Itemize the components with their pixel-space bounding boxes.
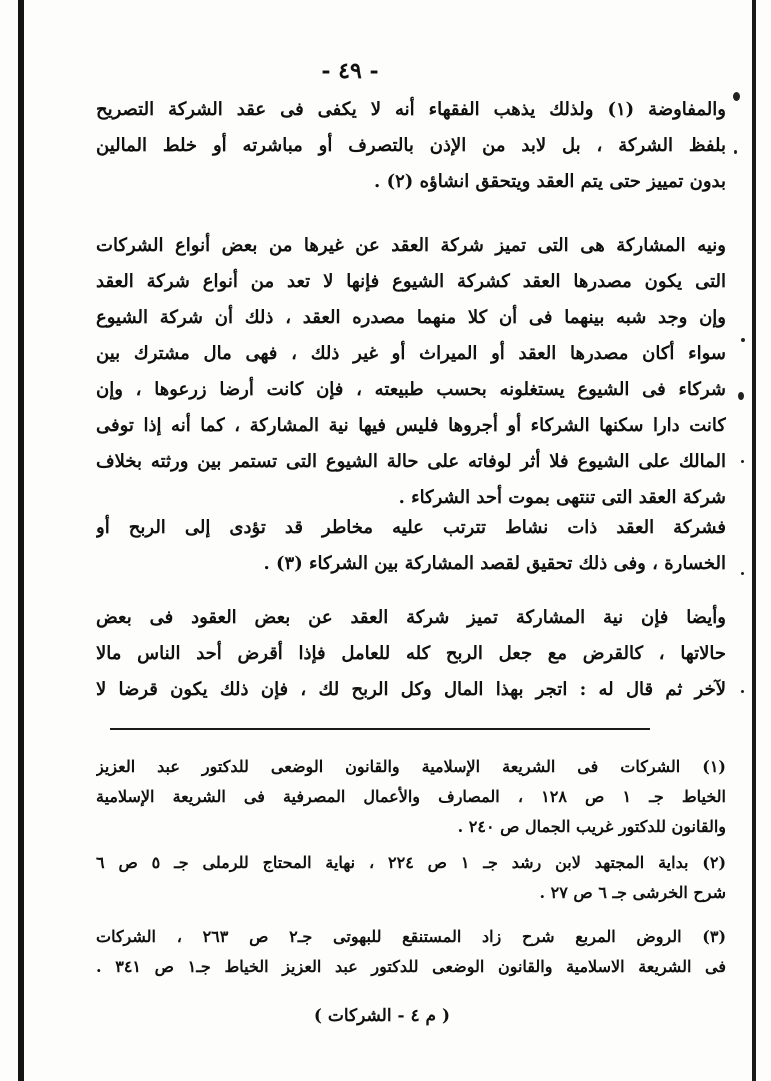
scan-left-margin: [18, 0, 24, 1081]
footnote-line: شرح الخرشى جـ ٦ ص ٢٧ .: [539, 883, 726, 902]
paragraph-1: [96, 92, 726, 200]
paragraph-2: [96, 228, 726, 516]
text-line: الخسارة ، وفى ذلك تحقيق لقصد المشاركة بين الشركاء (٣) .: [263, 553, 726, 574]
scan-speck: [741, 460, 744, 463]
footnote-1: [96, 752, 726, 842]
text-line: ونيه المشاركة هى التى تميز شركة العقد عن غيرها من بعض أنواع الشركات: [96, 235, 726, 256]
footnote-line: الخياط جـ ١ ص ١٢٨ ، المصارف والأعمال المصرفية فى الشريعة الإسلامية: [96, 787, 726, 806]
text-line: سواء أكان مصدرها العقد أو الميراث أو غير ذلك ، فهى مال مشترك بين: [96, 343, 726, 364]
text-line: شركة العقد التى تنتهى بموت أحد الشركاء .: [398, 487, 726, 508]
scan-speck: [741, 572, 744, 575]
text-line: بدون تمييز حتى يتم العقد ويتحقق انشاؤه (٢) .: [374, 171, 726, 192]
text-line: والمفاوضة (١) ولذلك يذهب الفقهاء أنه لا يكفى فى عقد الشركة التصريح: [96, 99, 726, 120]
text-line: المالك على الشيوع فلا أثر لوفاته على حالة الشيوع التى تستمر بين ورثته بخلاف: [96, 451, 726, 472]
scan-speck: [741, 338, 745, 342]
footnote-3: [96, 922, 726, 982]
scan-speck: [733, 92, 740, 101]
text-line: حالاتها ، كالقرض مع جعل الربح كله للعامل فإذا أقرض أحد الناس مالا: [96, 643, 726, 664]
footnote-line: فى الشريعة الاسلامية والقانون الوضعى للدكتور عبد العزيز الخياط جـ١ ص ٣٤١ .: [96, 957, 726, 976]
text-line: وإن وجد شبه بينهما فى أن كلا منهما مصدره العقد ، ذلك أن شركة الشيوع: [96, 307, 726, 328]
signature-mark: ( م ٤ - الشركات ): [313, 1006, 450, 1026]
text-line: لآخر ثم قال له : اتجر بهذا المال وكل الربح لك ، فإن ذلك يكون قرضا لا: [96, 679, 726, 700]
footnote-2: [96, 848, 726, 908]
page-number: - ٤٩ -: [321, 58, 379, 84]
scan-speck: [741, 690, 744, 693]
scan-speck: [738, 392, 744, 400]
text-line: شركاء فى الشيوع يستغلونه بحسب طبيعته ، فإن كانت أرضا زرعوها ، وإن: [96, 379, 726, 400]
footnote-divider: [110, 728, 650, 730]
paragraph-3: [96, 510, 726, 582]
footnote-line: (٣) الروض المربع شرح زاد المستنقع للبهوتى جـ٢ ص ٢٦٣ ، الشركات: [96, 927, 726, 946]
text-line: كانت دارا سكنها الشركاء أو أجروها فليس فيها نية المشاركة ، كما أنه إذا توفى: [96, 415, 726, 436]
text-line: فشركة العقد ذات نشاط تترتب عليه مخاطر قد تؤدى إلى الربح أو: [96, 517, 726, 538]
text-line: وأيضا فإن نية المشاركة تميز شركة العقد عن بعض العقود فى بعض: [96, 607, 726, 628]
footnote-line: (٢) بداية المجتهد لابن رشد جـ ١ ص ٢٢٤ ، نهاية المحتاج للرملى جـ ٥ ص ٦: [96, 853, 726, 872]
scan-right-margin: [752, 0, 756, 1081]
scan-speck: [734, 150, 737, 154]
text-line: بلفظ الشركة ، بل لابد من الإذن بالتصرف أو مباشرته أو خلط المالين: [96, 135, 726, 156]
text-line: التى يكون مصدرها العقد كشركة الشيوع فإنها لا تعد من أنواع شركة العقد: [96, 271, 726, 292]
paragraph-4: [96, 600, 726, 708]
footnote-line: والقانون للدكتور غريب الجمال ص ٢٤٠ .: [457, 817, 726, 836]
footnote-line: (١) الشركات فى الشريعة الإسلامية والقانون الوضعى للدكتور عبد العزيز: [96, 757, 726, 776]
